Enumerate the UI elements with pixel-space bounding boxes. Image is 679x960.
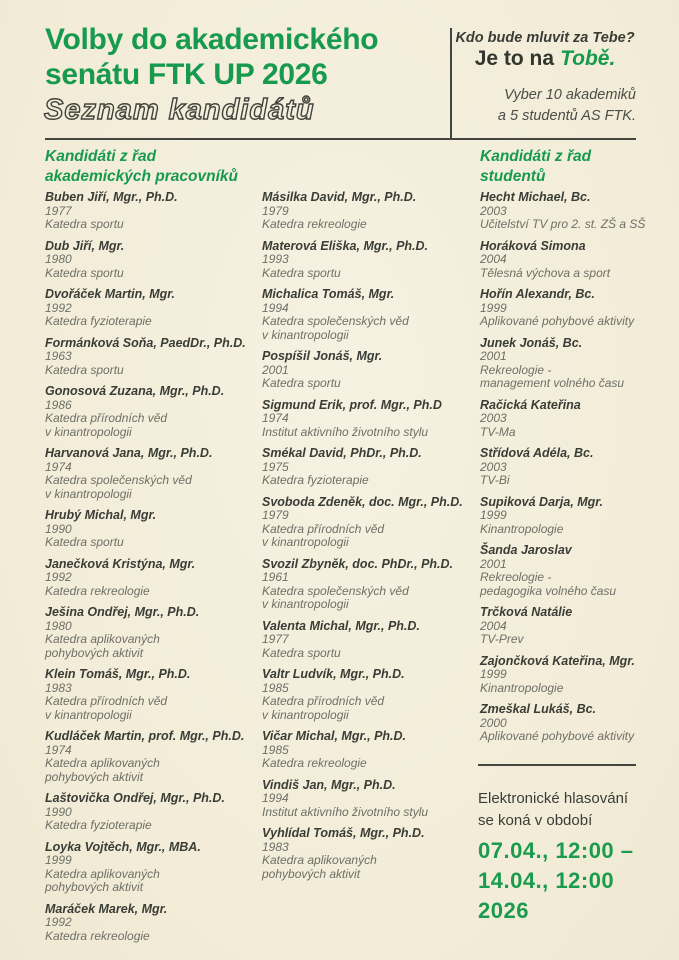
section-heading-students-line2: studentů	[480, 168, 546, 185]
candidate-department-line: Katedra rekreologie	[45, 583, 150, 598]
candidate-department-line: Katedra aplikovaných	[262, 853, 377, 867]
footer-date-line2: 14.04., 12:00	[478, 868, 615, 893]
candidate-name: Dub Jiří, Mgr.	[45, 238, 125, 253]
candidate-year: 1977	[45, 203, 72, 218]
candidate-year: 1999	[480, 667, 507, 681]
academics-column-2	[262, 190, 474, 888]
candidate-year: 1999	[480, 508, 507, 522]
candidate-department-line: management volného času	[480, 376, 625, 390]
candidate-name: Maráček Marek, Mgr.	[45, 901, 168, 916]
candidate-name: Šanda Jaroslav	[480, 543, 572, 557]
header-instruction-line1: Vyber 10 akademiků	[504, 87, 636, 103]
candidate-year: 2003	[480, 411, 507, 425]
candidate-year: 2003	[480, 203, 507, 218]
candidate-entry	[480, 702, 666, 744]
candidate-year: 1985	[262, 742, 289, 757]
candidate-department-line: Katedra aplikovaných	[45, 866, 160, 881]
header-answer-prefix: Je to na	[474, 47, 555, 70]
candidate-entry	[262, 667, 474, 722]
candidate-entry	[480, 190, 666, 232]
candidate-name: Trčková Natálie	[480, 605, 573, 619]
candidate-year: 1999	[480, 300, 507, 315]
candidate-name: Hrubý Michal, Mgr.	[45, 508, 157, 522]
candidate-entry	[262, 446, 474, 488]
candidate-year: 1992	[45, 915, 72, 929]
header-instruction-line2: a 5 studentů AS FTK.	[497, 108, 636, 124]
header-vertical-divider	[450, 28, 452, 139]
candidate-entry	[45, 667, 257, 722]
candidate-department-line: Katedra sportu	[45, 535, 124, 549]
candidate-entry	[262, 495, 474, 550]
section-heading-students	[480, 147, 591, 187]
candidate-department-line: Katedra sportu	[262, 265, 341, 280]
candidate-name: Gonosová Zuzana, Mgr., Ph.D.	[45, 384, 225, 398]
candidate-department-line: Katedra sportu	[45, 265, 124, 280]
candidate-department-line: Institut aktivního životního stylu	[262, 424, 429, 439]
candidate-department-line: Katedra sportu	[262, 376, 341, 390]
candidate-name: Svozil Zbyněk, doc. PhDr., Ph.D.	[262, 556, 454, 571]
candidate-department-line: pohybových aktivit	[45, 769, 144, 784]
candidate-department-line: pohybových aktivit	[45, 645, 144, 660]
candidate-year: 1994	[262, 300, 289, 315]
candidate-department-line: Aplikované pohybové aktivity	[480, 729, 635, 743]
candidate-name: Buben Jiří, Mgr., Ph.D.	[45, 190, 178, 204]
candidate-year: 1961	[262, 570, 289, 584]
candidate-entry	[480, 336, 666, 391]
candidate-department-line: TV-Prev	[480, 632, 524, 646]
candidate-entry	[45, 287, 257, 329]
candidate-department-line: Rekreologie -	[480, 362, 552, 377]
candidate-year: 1983	[262, 839, 289, 854]
candidate-name: Dvořáček Martin, Mgr.	[45, 287, 175, 301]
candidate-name: Kudláček Martin, prof. Mgr., Ph.D.	[45, 729, 245, 743]
candidate-name: Vindiš Jan, Mgr., Ph.D.	[262, 777, 396, 792]
candidate-year: 1974	[45, 742, 72, 757]
candidate-name: Sigmund Erik, prof. Mgr., Ph.D	[262, 397, 442, 412]
candidate-name: Zmeškal Lukáš, Bc.	[480, 702, 597, 716]
candidate-department-line: Kinantropologie	[480, 680, 564, 695]
candidate-department-line: v kinantropologii	[262, 597, 349, 611]
candidate-entry	[262, 778, 474, 820]
candidate-year: 1974	[262, 411, 289, 425]
candidate-name: Račická Kateřina	[480, 397, 581, 412]
candidate-entry	[262, 398, 474, 440]
candidate-name: Střídová Adéla, Bc.	[480, 446, 594, 460]
candidate-department-line: pohybových aktivit	[45, 880, 144, 894]
candidate-entry	[480, 446, 666, 488]
candidate-department-line: Institut aktivního životního stylu	[262, 804, 429, 819]
candidate-entry	[262, 190, 474, 232]
candidate-department-line: Katedra sportu	[45, 217, 124, 231]
footer-note-line2: se koná v období	[478, 812, 593, 829]
candidate-name: Horáková Simona	[480, 238, 586, 253]
candidate-name: Svoboda Zdeněk, doc. Mgr., Ph.D.	[262, 494, 463, 509]
candidate-department-line: Katedra rekreologie	[45, 928, 150, 943]
candidate-year: 1983	[45, 680, 72, 695]
candidate-name: Materová Eliška, Mgr., Ph.D.	[262, 238, 429, 253]
candidate-name: Valenta Michal, Mgr., Ph.D.	[262, 618, 420, 633]
candidate-name: Michalica Tomáš, Mgr.	[262, 287, 395, 301]
candidate-department-line: v kinantropologii	[262, 535, 349, 549]
candidate-department-line: Aplikované pohybové aktivity	[480, 314, 635, 328]
candidate-year: 2001	[480, 349, 507, 363]
section-heading-students-line1: Kandidáti z řad	[480, 148, 592, 165]
candidate-department-line: v kinantropologii	[45, 486, 132, 501]
candidate-name: Hořín Alexandr, Bc.	[480, 287, 595, 301]
candidate-department-line: v kinantropologii	[262, 707, 349, 722]
candidate-year: 2004	[480, 252, 507, 266]
candidate-name: Ješina Ondřej, Mgr., Ph.D.	[45, 605, 200, 619]
candidate-entry	[262, 826, 474, 881]
footer-date-line1: 07.04., 12:00 –	[478, 838, 634, 863]
candidate-name: Harvanová Jana, Mgr., Ph.D.	[45, 446, 213, 460]
candidate-department-line: Katedra aplikovaných	[45, 632, 160, 646]
candidate-name: Vičar Michal, Mgr., Ph.D.	[262, 729, 407, 743]
page-title	[45, 22, 378, 92]
candidate-name: Valtr Ludvík, Mgr., Ph.D.	[262, 667, 405, 681]
candidate-year: 1963	[45, 349, 72, 363]
candidate-entry	[262, 557, 474, 612]
candidate-name: Zajončková Kateřina, Mgr.	[480, 653, 635, 668]
candidate-name: Laštovička Ondřej, Mgr., Ph.D.	[45, 791, 225, 805]
candidate-year: 1977	[262, 632, 289, 646]
candidate-name: Másilka David, Mgr., Ph.D.	[262, 190, 417, 204]
academics-column-1	[45, 190, 257, 950]
footer-note-line1: Elektronické hlasování	[478, 790, 629, 807]
candidate-year: 1993	[262, 252, 289, 266]
candidate-entry	[45, 840, 257, 895]
footer-rule	[478, 764, 636, 766]
candidate-name: Klein Tomáš, Mgr., Ph.D.	[45, 667, 191, 681]
candidate-year: 1990	[45, 804, 72, 819]
candidate-year: 1985	[262, 680, 289, 695]
candidate-year: 1975	[262, 459, 289, 474]
footer-note	[478, 788, 628, 832]
header-horizontal-rule	[45, 138, 636, 140]
header-question: Kdo bude mluvit za Tebe?	[455, 30, 635, 46]
candidate-department-line: Katedra přírodních věd	[45, 694, 168, 708]
candidate-entry	[262, 239, 474, 281]
candidate-entry	[45, 446, 257, 501]
candidate-department-line: v kinantropologii	[262, 327, 349, 342]
candidate-entry	[45, 239, 257, 281]
candidate-name: Hecht Michael, Bc.	[480, 190, 591, 204]
candidate-department-line: Katedra aplikovaných	[45, 756, 160, 770]
candidate-year: 1986	[45, 397, 72, 412]
header-right-block	[454, 30, 636, 127]
candidate-year: 1994	[262, 791, 289, 805]
candidate-entry	[45, 902, 257, 944]
candidate-year: 1990	[45, 521, 72, 536]
candidate-entry	[45, 729, 257, 784]
students-column	[480, 190, 666, 751]
candidate-name: Formánková Soňa, PaedDr., Ph.D.	[45, 335, 246, 350]
candidate-department-line: Rekreologie -	[480, 570, 552, 584]
candidate-entry	[45, 557, 257, 599]
candidate-department-line: Katedra přírodních věd	[262, 521, 385, 536]
candidate-year: 2004	[480, 618, 507, 633]
page-title-line2: senátu FTK UP 2026	[45, 58, 328, 91]
candidate-entry	[45, 791, 257, 833]
candidate-entry	[480, 239, 666, 281]
candidate-department-line: Katedra společenských věd	[262, 583, 409, 598]
candidate-entry	[45, 508, 257, 550]
candidate-department-line: Katedra společenských věd	[262, 314, 409, 328]
candidate-year: 1980	[45, 618, 72, 633]
candidate-year: 1992	[45, 570, 72, 584]
section-heading-academics	[45, 147, 238, 187]
page-title-line1: Volby do akademického	[45, 23, 379, 56]
candidate-name: Vyhlídal Tomáš, Mgr., Ph.D.	[262, 826, 425, 840]
candidate-year: 1992	[45, 300, 72, 315]
candidate-entry	[262, 287, 474, 342]
candidate-department-line: Katedra společenských věd	[45, 473, 192, 487]
candidate-entry	[262, 349, 474, 391]
candidate-year: 1980	[45, 252, 72, 266]
candidate-department-line: Kinantropologie	[480, 521, 564, 536]
candidate-department-line: TV-Ma	[480, 424, 516, 439]
candidate-department-line: Katedra přírodních věd	[262, 694, 385, 708]
header-answer-highlight: Tobě.	[560, 47, 616, 70]
candidate-entry	[262, 729, 474, 771]
candidate-year: 1979	[262, 508, 289, 522]
candidate-year: 2001	[262, 362, 289, 377]
candidate-name: Janečková Kristýna, Mgr.	[45, 556, 196, 571]
candidate-entry	[480, 495, 666, 537]
candidate-department-line: TV-Bi	[480, 473, 510, 487]
header-instructions	[454, 85, 636, 127]
candidate-department-line: pohybových aktivit	[262, 866, 361, 881]
candidate-department-line: Tělesná výchova a sport	[480, 265, 611, 280]
section-heading-academics-line1: Kandidáti z řad	[45, 148, 157, 165]
candidate-entry	[480, 654, 666, 696]
candidate-entry	[262, 619, 474, 661]
candidate-department-line: Katedra rekreologie	[262, 756, 367, 770]
candidate-name: Pospíšil Jonáš, Mgr.	[262, 349, 383, 363]
footer-date-line3: 2026	[478, 898, 529, 923]
candidate-department-line: pedagogika volného času	[480, 583, 617, 598]
candidate-entry	[45, 384, 257, 439]
candidate-year: 1979	[262, 203, 289, 218]
footer-voting-dates	[478, 836, 634, 926]
candidate-name: Supiková Darja, Mgr.	[480, 494, 603, 509]
candidate-year: 1999	[45, 853, 72, 867]
candidate-entry	[45, 190, 257, 232]
candidate-name: Smékal David, PhDr., Ph.D.	[262, 446, 422, 460]
candidate-name: Loyka Vojtěch, Mgr., MBA.	[45, 839, 201, 854]
candidate-department-line: Učitelství TV pro 2. st. ZŠ a SŠ	[480, 217, 646, 231]
candidate-department-line: Katedra rekreologie	[262, 217, 367, 231]
candidate-department-line: Katedra fyzioterapie	[45, 314, 152, 328]
candidate-entry	[480, 543, 666, 598]
section-heading-academics-line2: akademických pracovníků	[45, 168, 238, 185]
page-subtitle: Seznam kandidátů	[44, 94, 315, 126]
candidate-entry	[45, 336, 257, 378]
candidate-name: Junek Jonáš, Bc.	[480, 335, 583, 350]
candidate-department-line: Katedra sportu	[262, 645, 341, 660]
candidate-year: 1974	[45, 459, 72, 474]
candidate-year: 2000	[480, 715, 507, 730]
candidate-entry	[480, 398, 666, 440]
candidate-entry	[480, 287, 666, 329]
candidate-entry	[45, 605, 257, 660]
candidate-department-line: Katedra sportu	[45, 362, 124, 377]
candidate-year: 2001	[480, 556, 507, 571]
candidate-department-line: Katedra fyzioterapie	[45, 818, 152, 832]
candidate-department-line: Katedra fyzioterapie	[262, 473, 369, 487]
candidate-year: 2003	[480, 459, 507, 474]
candidate-entry	[480, 605, 666, 647]
candidate-department-line: v kinantropologii	[45, 424, 132, 439]
header-answer	[454, 47, 636, 71]
candidate-department-line: Katedra přírodních věd	[45, 411, 168, 425]
candidate-department-line: v kinantropologii	[45, 707, 132, 722]
